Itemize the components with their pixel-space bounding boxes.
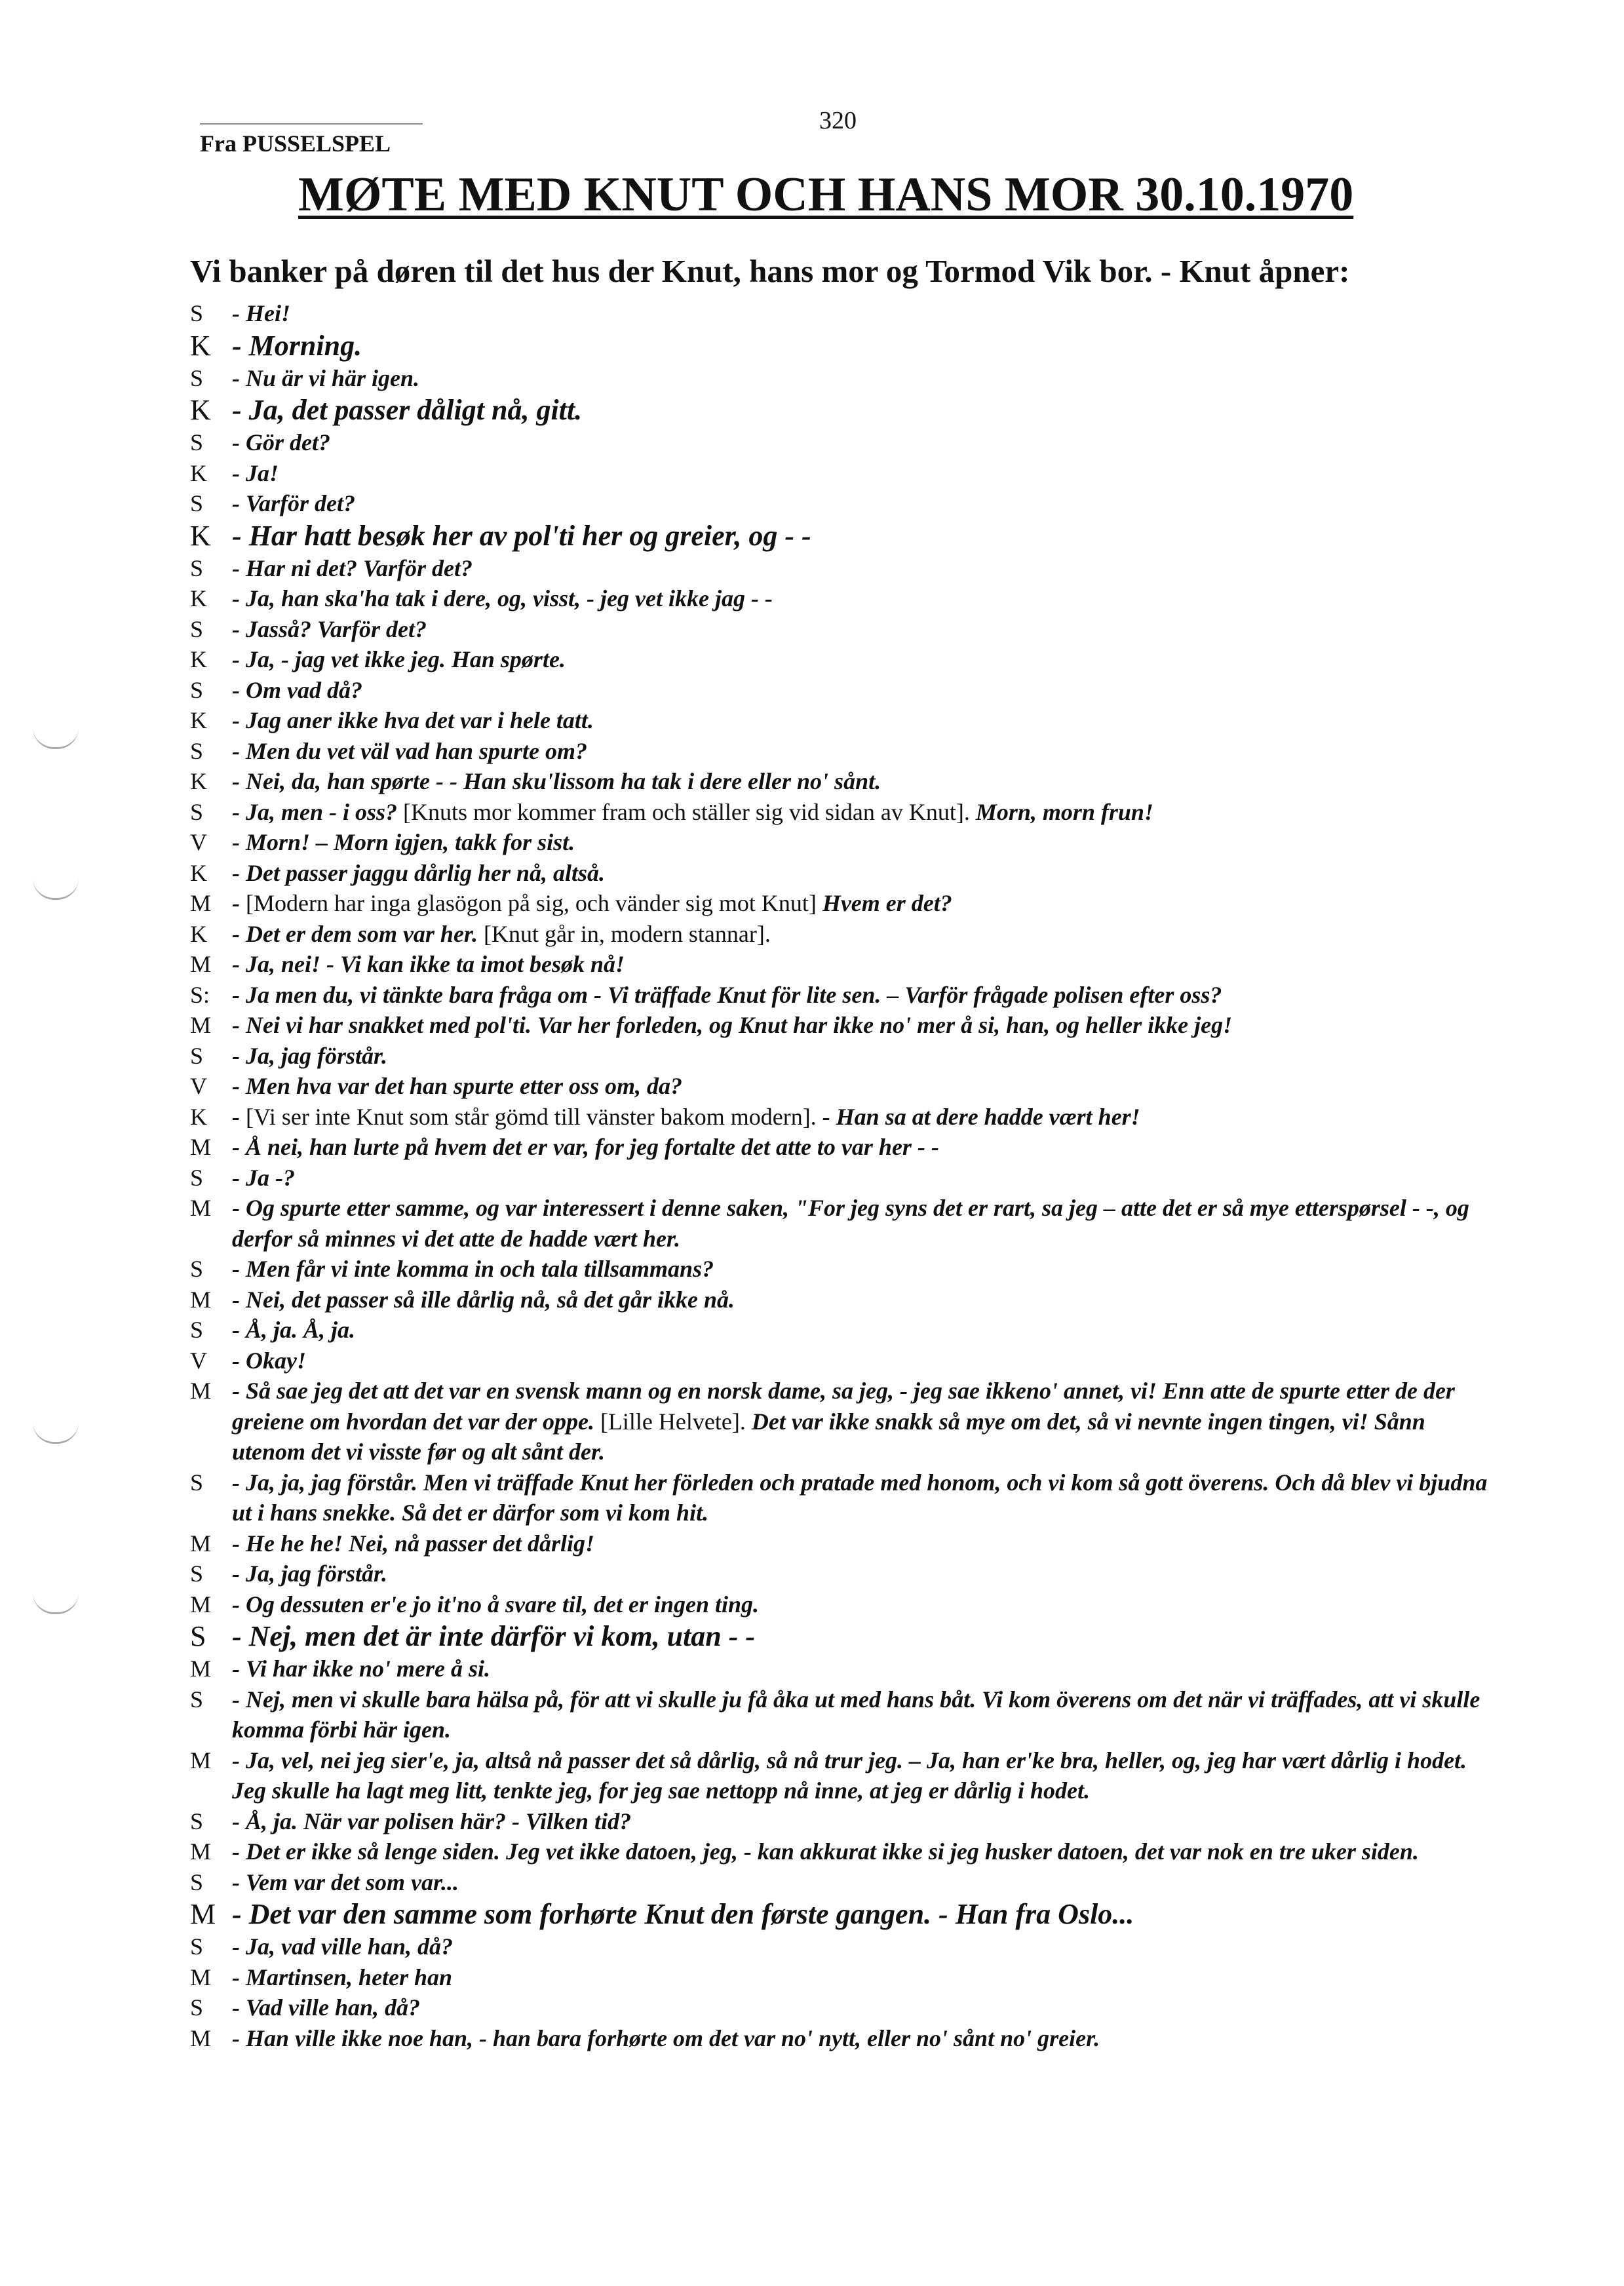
line-text — [232, 1346, 1501, 1376]
line-text — [232, 329, 1501, 363]
stage-direction: [Modern har inga glasögon på sig, och vänder sig mot Knut] — [246, 890, 822, 916]
line-text — [232, 1315, 1501, 1346]
line-text — [232, 427, 1501, 458]
speaker-label: M — [190, 1898, 216, 1930]
line-text — [232, 1589, 1501, 1620]
spoken-text: - Å nei, han lurte på hvem det er var, for jeg fortalte det atte to var her - - — [232, 1134, 939, 1160]
speaker-label: S — [190, 1994, 204, 2021]
dialogue-line — [190, 1528, 1501, 1559]
speaker-label: K — [190, 920, 207, 947]
spoken-text: - Men du vet väl vad han spurte om? — [232, 737, 588, 764]
speaker-label: K — [190, 859, 207, 886]
dialogue-line — [190, 797, 1501, 828]
line-text — [232, 298, 1501, 329]
speaker-label: K — [190, 519, 211, 552]
dialogue-line — [190, 298, 1501, 329]
dialogue-line — [190, 919, 1501, 950]
spoken-text: Morn, morn frun! — [975, 798, 1153, 825]
line-text — [232, 858, 1501, 889]
dialogue-line — [190, 1102, 1501, 1133]
dialogue-line — [190, 1931, 1501, 1962]
dialogue-line — [190, 1654, 1501, 1684]
spoken-text: - Nei vi har snakket med pol'ti. Var her forleden, og Knut har ikke no' mer å si, han, og heller ikke jeg! — [232, 1012, 1233, 1038]
dialogue-line — [190, 1285, 1501, 1315]
stage-direction: [Vi ser inte Knut som står gömd till vänster bakom modern]. — [246, 1103, 822, 1130]
dialogue-line — [190, 949, 1501, 980]
line-text — [232, 1836, 1501, 1867]
line-text — [232, 1132, 1501, 1163]
line-text — [232, 1619, 1501, 1654]
line-text — [232, 1992, 1501, 2023]
speaker-label: S: — [190, 981, 210, 1008]
speaker-label: S — [190, 615, 204, 642]
spoken-text: - Varför det? — [232, 490, 355, 516]
page-number: 320 — [819, 107, 857, 134]
line-text — [232, 980, 1501, 1011]
speaker-label: M — [190, 1530, 212, 1557]
speaker-label: S — [190, 737, 204, 764]
spoken-text: - Om vad då? — [232, 676, 362, 703]
dialogue-line — [190, 458, 1501, 489]
dialogue-line — [190, 1745, 1501, 1806]
spoken-text: - Jag aner ikke hva det var i hele tatt. — [232, 707, 594, 733]
line-text — [232, 949, 1501, 980]
dialogue-line — [190, 1041, 1501, 1072]
dialogue-line — [190, 1071, 1501, 1102]
line-text — [232, 1041, 1501, 1072]
dialogue-line — [190, 1589, 1501, 1620]
speaker-label: M — [190, 1134, 212, 1160]
spoken-text: - Vi har ikke no' mere å si. — [232, 1656, 491, 1682]
spoken-text: - Han sa at dere hadde vært her! — [822, 1103, 1140, 1130]
spoken-text: - Nej, men vi skulle bara hälsa på, för att vi skulle ju få åka ut med hans båt. Vi kom överens om det när vi träffades, att vi skulle komma förbi här igen. — [232, 1686, 1480, 1743]
spoken-text: - Å, ja. Å, ja. — [232, 1317, 356, 1343]
spoken-text: - Det er dem som var her. — [232, 920, 484, 947]
spoken-text: - Og dessuten er'e jo it'no å svare til, det er ingen ting. — [232, 1591, 760, 1618]
spoken-text: - Morn! – Morn igjen, takk for sist. — [232, 829, 575, 855]
line-text — [232, 583, 1501, 614]
line-text — [232, 675, 1501, 706]
speaker-label: S — [190, 798, 204, 825]
line-text — [232, 2023, 1501, 2054]
spoken-text: - Jasså? Varför det? — [232, 615, 427, 642]
dialogue-line — [190, 766, 1501, 797]
speaker-label: S — [190, 429, 204, 455]
dialogue-line — [190, 1806, 1501, 1837]
line-text — [232, 1897, 1501, 1931]
speaker-label: M — [190, 890, 212, 916]
stage-direction: [Knut går in, modern stannar]. — [483, 920, 771, 947]
dialogue-line — [190, 980, 1501, 1011]
dialogue-line — [190, 1962, 1501, 1993]
speaker-label: S — [190, 1469, 204, 1496]
line-text — [232, 1806, 1501, 1837]
dialogue-line — [190, 858, 1501, 889]
spoken-text: - Og spurte etter samme, og var interessert i denne saken, "For jeg syns det er rart, sa jeg – atte det er så mye etterspørsel - -, og derfor så minnes vi det atte de hadde vært her. — [232, 1195, 1469, 1252]
speaker-label: V — [190, 829, 207, 855]
punch-hole-mark — [33, 1422, 79, 1444]
line-text — [232, 919, 1501, 950]
spoken-text: - Nej, men det är inte därför vi kom, utan - - — [232, 1620, 756, 1652]
speaker-label: M — [190, 1656, 212, 1682]
line-text — [232, 1163, 1501, 1193]
line-text — [232, 827, 1501, 858]
spoken-text: - Så sae jeg det att det var en svensk mann og en norsk dame, sa jeg, - jeg sae ikkeno' annet, vi! Enn atte de spurte etter de der greiene om hvordan det var der oppe. — [232, 1378, 1455, 1435]
speaker-label: S — [190, 1317, 204, 1343]
spoken-text: - Morning. — [232, 329, 362, 362]
line-text — [232, 458, 1501, 489]
dialogue-line — [190, 1867, 1501, 1898]
speaker-label: M — [190, 1286, 212, 1313]
speaker-label: K — [190, 1103, 207, 1130]
speaker-label: S — [190, 1933, 204, 1960]
speaker-label: S — [190, 364, 204, 391]
dialogue-line — [190, 393, 1501, 427]
line-text — [232, 766, 1501, 797]
line-text — [232, 553, 1501, 584]
dialogue-line — [190, 675, 1501, 706]
dialogue-line — [190, 363, 1501, 394]
line-text — [232, 1931, 1501, 1962]
speaker-label: K — [190, 329, 211, 362]
line-text — [232, 1528, 1501, 1559]
dialogue-line — [190, 2023, 1501, 2054]
speaker-label: K — [190, 394, 211, 426]
line-text — [232, 888, 1501, 919]
spoken-text: - Nei, da, han spørte - - Han sku'lissom ha tak i dere eller no' sånt. — [232, 768, 881, 794]
dialogue-line — [190, 1315, 1501, 1346]
speaker-label: K — [190, 768, 207, 794]
dialogue-line — [190, 736, 1501, 767]
dialogue-line — [190, 705, 1501, 736]
dialogue-line — [190, 1163, 1501, 1193]
spoken-text: - — [232, 1103, 246, 1130]
spoken-text: - Nei, det passer så ille dårlig nå, så det går ikke nå. — [232, 1286, 735, 1313]
spoken-text: - Ja -? — [232, 1164, 295, 1191]
dialogue-line — [190, 1346, 1501, 1376]
line-text — [232, 1962, 1501, 1993]
dialogue-line — [190, 519, 1501, 553]
speaker-label: S — [190, 554, 204, 581]
spoken-text: - Ja men du, vi tänkte bara fråga om - Vi träffade Knut för lite sen. – Varför frågade polisen efter oss? — [232, 981, 1222, 1008]
dialogue-line — [190, 1193, 1501, 1254]
line-text — [232, 705, 1501, 736]
spoken-text: - Martinsen, heter han — [232, 1964, 453, 1990]
speaker-label: V — [190, 1073, 207, 1099]
speaker-label: K — [190, 707, 207, 733]
spoken-text: - Det passer jaggu dårlig her nå, altså. — [232, 859, 606, 886]
speaker-label: K — [190, 459, 207, 486]
source-label: Fra PUSSELSPEL — [200, 130, 391, 157]
speaker-label: M — [190, 1195, 212, 1221]
intro-paragraph: Vi banker på døren til det hus der Knut, hans mor og Tormod Vik bor. - Knut åpner: — [190, 253, 1350, 289]
spoken-text: - Han ville ikke noe han, - han bara forhørte om det var no' nytt, eller no' sånt no' greier. — [232, 2024, 1100, 2051]
speaker-label: M — [190, 951, 212, 977]
dialogue-line — [190, 1836, 1501, 1867]
dialogue-line — [190, 427, 1501, 458]
punch-hole-mark — [33, 878, 79, 900]
speaker-label: S — [190, 1808, 204, 1834]
dialogue-line — [190, 1467, 1501, 1528]
line-text — [232, 1071, 1501, 1102]
punch-hole-mark — [33, 1593, 79, 1614]
line-text — [232, 1559, 1501, 1589]
dialogue-line — [190, 1132, 1501, 1163]
spoken-text: - Ja, jag förstår. — [232, 1560, 388, 1587]
stage-direction: [Knuts mor kommer fram och ställer sig vid sidan av Knut]. — [403, 798, 976, 825]
spoken-text: - Ja, det passer dåligt nå, gitt. — [232, 394, 583, 426]
dialogue-line — [190, 1992, 1501, 2023]
line-text — [232, 1684, 1501, 1745]
line-text — [232, 1376, 1501, 1467]
line-text — [232, 519, 1501, 553]
line-text — [232, 1102, 1501, 1133]
speaker-label: S — [190, 1560, 204, 1587]
dialogue-line — [190, 614, 1501, 645]
dialogue-line — [190, 583, 1501, 614]
line-text — [232, 1867, 1501, 1898]
speaker-label: K — [190, 585, 207, 611]
spoken-text: Det var ikke snakk så mye om det, så vi nevnte ingen tingen, vi! Sånn utenom det vi visste før og alt sånt der. — [232, 1408, 1425, 1465]
speaker-label: M — [190, 1838, 212, 1865]
spoken-text: - Ja, men - i oss? — [232, 798, 403, 825]
line-text — [232, 644, 1501, 675]
dialogue-transcript — [190, 298, 1501, 2053]
speaker-label: S — [190, 1042, 204, 1069]
header-rule — [200, 123, 423, 125]
speaker-label: K — [190, 646, 207, 672]
stage-direction: [Lille Helvete]. — [600, 1408, 752, 1435]
dialogue-line — [190, 1559, 1501, 1589]
dialogue-line — [190, 1684, 1501, 1745]
spoken-text: - Det er ikke så lenge siden. Jeg vet ikke datoen, jeg, - kan akkurat ikke si jeg husker datoen, det var nok en tre uker siden. — [232, 1838, 1419, 1865]
speaker-label: M — [190, 2024, 212, 2051]
spoken-text: - Ja, jag förstår. — [232, 1042, 388, 1069]
line-text — [232, 797, 1501, 828]
spoken-text: - Ja, ja, jag förstår. Men vi träffade Knut her förleden och pratade med honom, och vi kom så gott överens. Och då blev vi bjudna ut i hans snekke. Så det er därfor som vi kom hit. — [232, 1469, 1488, 1526]
page-title: MØTE MED KNUT OCH HANS MOR 30.10.1970 — [298, 168, 1354, 222]
speaker-label: M — [190, 1591, 212, 1618]
spoken-text: Hvem er det? — [822, 890, 952, 916]
speaker-label: S — [190, 300, 204, 326]
spoken-text: - Ja, han ska'ha tak i dere, og, visst, - jeg vet ikke jag - - — [232, 585, 773, 611]
line-text — [232, 1193, 1501, 1254]
dialogue-line — [190, 329, 1501, 363]
line-text — [232, 363, 1501, 394]
punch-hole-mark — [33, 727, 79, 749]
spoken-text: - Gör det? — [232, 429, 330, 455]
spoken-text: - Å, ja. När var polisen här? - Vilken tid? — [232, 1808, 632, 1834]
speaker-label: S — [190, 676, 204, 703]
spoken-text: - Vad ville han, då? — [232, 1994, 421, 2021]
spoken-text: - Har ni det? Varför det? — [232, 554, 473, 581]
dialogue-line — [190, 488, 1501, 519]
dialogue-line — [190, 1376, 1501, 1467]
line-text — [232, 1654, 1501, 1684]
spoken-text: - Det var den samme som forhørte Knut den første gangen. - Han fra Oslo... — [232, 1898, 1134, 1930]
spoken-text: - Okay! — [232, 1347, 306, 1374]
speaker-label: S — [190, 1686, 204, 1713]
spoken-text: - Ja, nei! - Vi kan ikke ta imot besøk nå! — [232, 951, 625, 977]
speaker-label: V — [190, 1347, 207, 1374]
dialogue-line — [190, 1619, 1501, 1654]
line-text — [232, 614, 1501, 645]
line-text — [232, 1254, 1501, 1285]
speaker-label: S — [190, 1620, 206, 1652]
spoken-text: - Nu är vi här igen. — [232, 364, 420, 391]
spoken-text: - Hei! — [232, 300, 290, 326]
line-text — [232, 488, 1501, 519]
speaker-label: M — [190, 1378, 212, 1404]
line-text — [232, 1745, 1501, 1806]
line-text — [232, 1010, 1501, 1041]
spoken-text: - Ja, - jag vet ikke jeg. Han spørte. — [232, 646, 566, 672]
spoken-text: - — [232, 890, 246, 916]
dialogue-line — [190, 888, 1501, 919]
dialogue-line — [190, 1897, 1501, 1931]
spoken-text: - Vem var det som var... — [232, 1869, 459, 1895]
spoken-text: - Ja, vel, nei jeg sier'e, ja, altså nå passer det så dårlig, så nå trur jeg. – Ja, han er'ke bra, heller, og, jeg har vært dårlig i hodet. Jeg skulle ha lagt meg litt, tenkte jeg, for jeg sae nettopp nå inne, at jeg er dårlig i hodet. — [232, 1747, 1467, 1804]
dialogue-line — [190, 1010, 1501, 1041]
dialogue-line — [190, 644, 1501, 675]
dialogue-line — [190, 827, 1501, 858]
line-text — [232, 1467, 1501, 1528]
speaker-label: M — [190, 1012, 212, 1038]
line-text — [232, 736, 1501, 767]
line-text — [232, 393, 1501, 427]
line-text — [232, 1285, 1501, 1315]
speaker-label: M — [190, 1964, 212, 1990]
dialogue-line — [190, 553, 1501, 584]
dialogue-line — [190, 1254, 1501, 1285]
spoken-text: - Ja! — [232, 459, 279, 486]
spoken-text: - Ja, vad ville han, då? — [232, 1933, 453, 1960]
spoken-text: - He he he! Nei, nå passer det dårlig! — [232, 1530, 594, 1557]
speaker-label: S — [190, 1164, 204, 1191]
speaker-label: S — [190, 490, 204, 516]
speaker-label: S — [190, 1256, 204, 1282]
spoken-text: - Men får vi inte komma in och tala tillsammans? — [232, 1256, 714, 1282]
spoken-text: - Har hatt besøk her av pol'ti her og greier, og - - — [232, 519, 811, 552]
spoken-text: - Men hva var det han spurte etter oss om, da? — [232, 1073, 683, 1099]
speaker-label: M — [190, 1747, 212, 1773]
speaker-label: S — [190, 1869, 204, 1895]
